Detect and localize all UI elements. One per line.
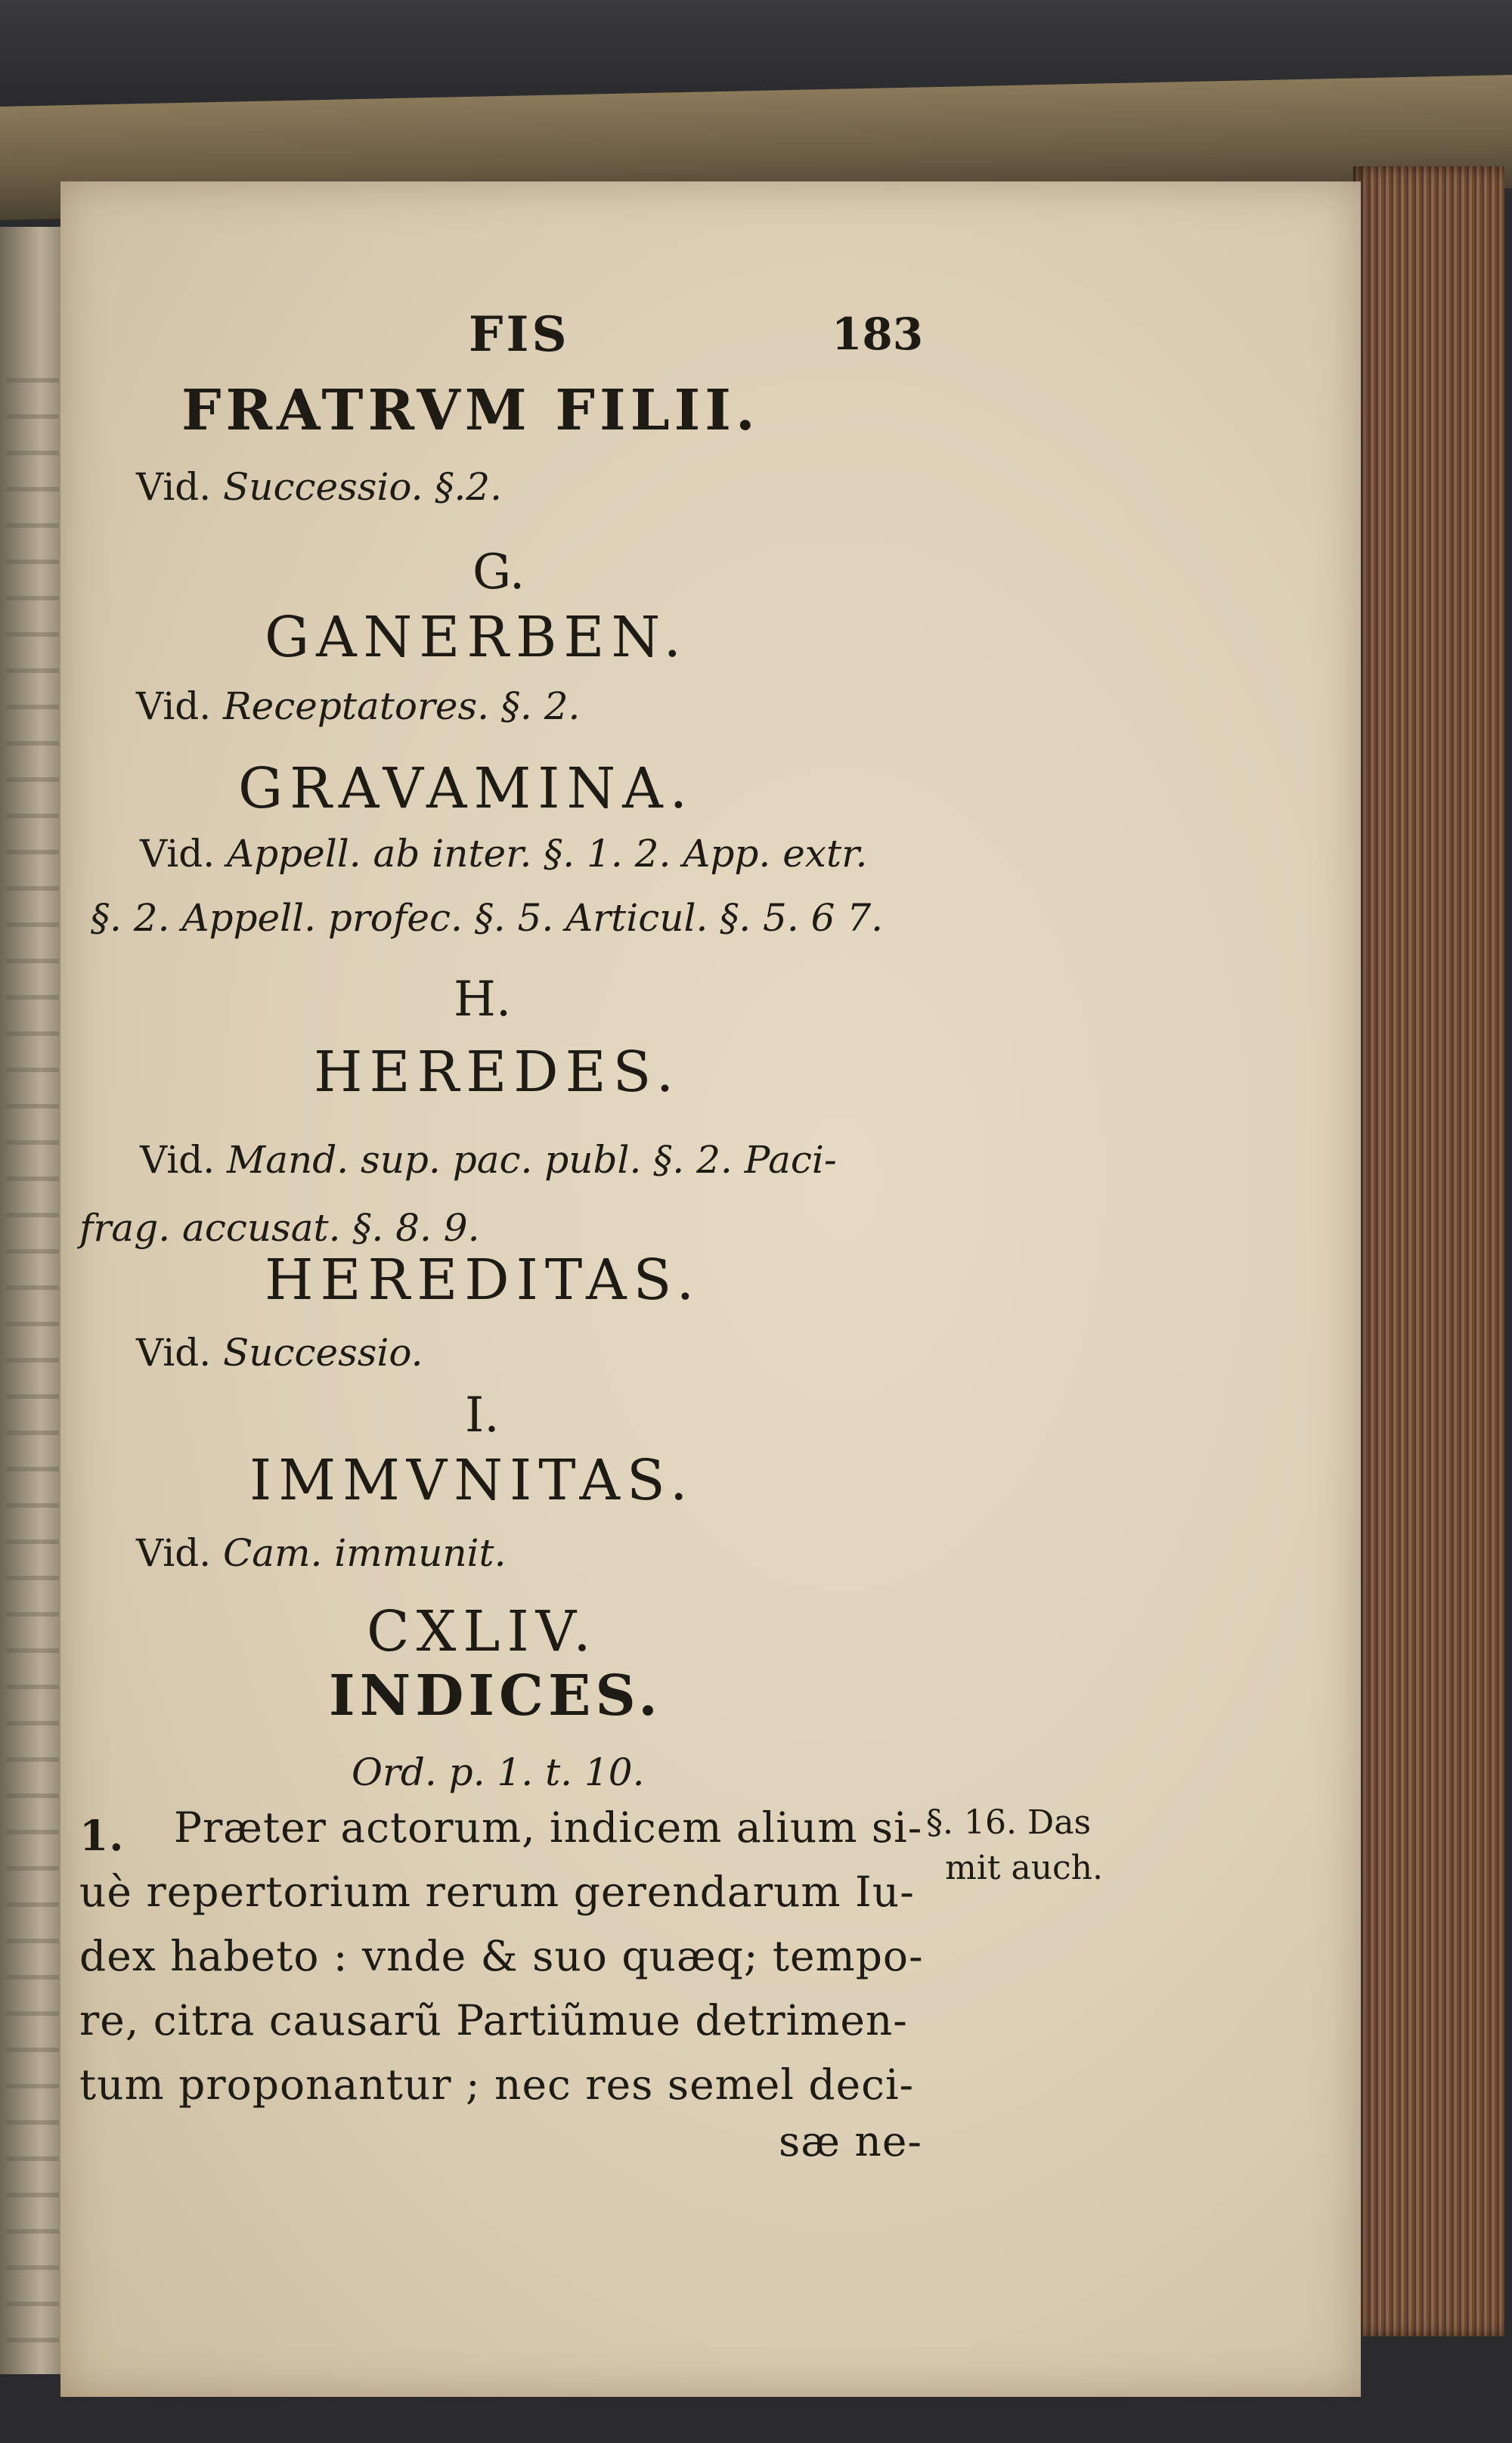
body-line: dex habeto : vnde & suo quæq; tempo- (79, 1932, 924, 1980)
vid-reference-continued: frag. accusat. §. 8. 9. (79, 1206, 480, 1250)
running-head: FIS (469, 306, 570, 363)
catchword: sæ ne- (779, 2117, 922, 2166)
margin-note: mit auch. (945, 1849, 1103, 1887)
margin-note: §. 16. Das (926, 1803, 1092, 1842)
page-edges (1353, 166, 1504, 2336)
paragraph-number: 1. (79, 1811, 125, 1860)
page-number: 183 (832, 308, 924, 360)
entry-heading: GANERBEN. (265, 605, 688, 670)
body-line: uè repertorium rerum gerendarum Iu- (79, 1868, 915, 1916)
entry-heading: HEREDES. (314, 1040, 681, 1105)
vid-reference: Vid. Successio. §.2. (136, 465, 503, 509)
body-line: Præter actorum, indicem alium si- (174, 1803, 923, 1852)
vid-reference: Vid. Mand. sup. pac. publ. §. 2. Paci- (140, 1138, 837, 1182)
entry-heading: IMMVNITAS. (249, 1448, 695, 1513)
chapter-number: CXLIV. (367, 1599, 598, 1664)
entry-heading: FRATRVM FILII. (181, 378, 760, 443)
chapter-source: Ord. p. 1. t. 10. (352, 1750, 645, 1794)
entry-heading: HEREDITAS. (265, 1248, 702, 1313)
body-line: re, citra causarũ Partiũmue detrimen- (79, 1996, 908, 2045)
section-letter: G. (472, 544, 525, 600)
vid-reference-continued: §. 2. Appell. profec. §. 5. Articul. §. 5. 6 7. (91, 896, 884, 940)
section-letter: H. (454, 972, 512, 1028)
chapter-title: INDICES. (329, 1663, 662, 1728)
vid-reference: Vid. Receptatores. §. 2. (136, 684, 581, 728)
vid-reference: Vid. Appell. ab inter. §. 1. 2. App. extr. (140, 832, 868, 876)
body-line: tum proponantur ; nec res semel deci- (79, 2060, 915, 2109)
vid-reference: Vid. Cam. immunit. (136, 1531, 507, 1575)
facing-page-edge (0, 227, 68, 2382)
entry-heading: GRAVAMINA. (238, 756, 695, 821)
section-letter: I. (465, 1387, 500, 1443)
vid-reference: Vid. Successio. (136, 1331, 423, 1375)
